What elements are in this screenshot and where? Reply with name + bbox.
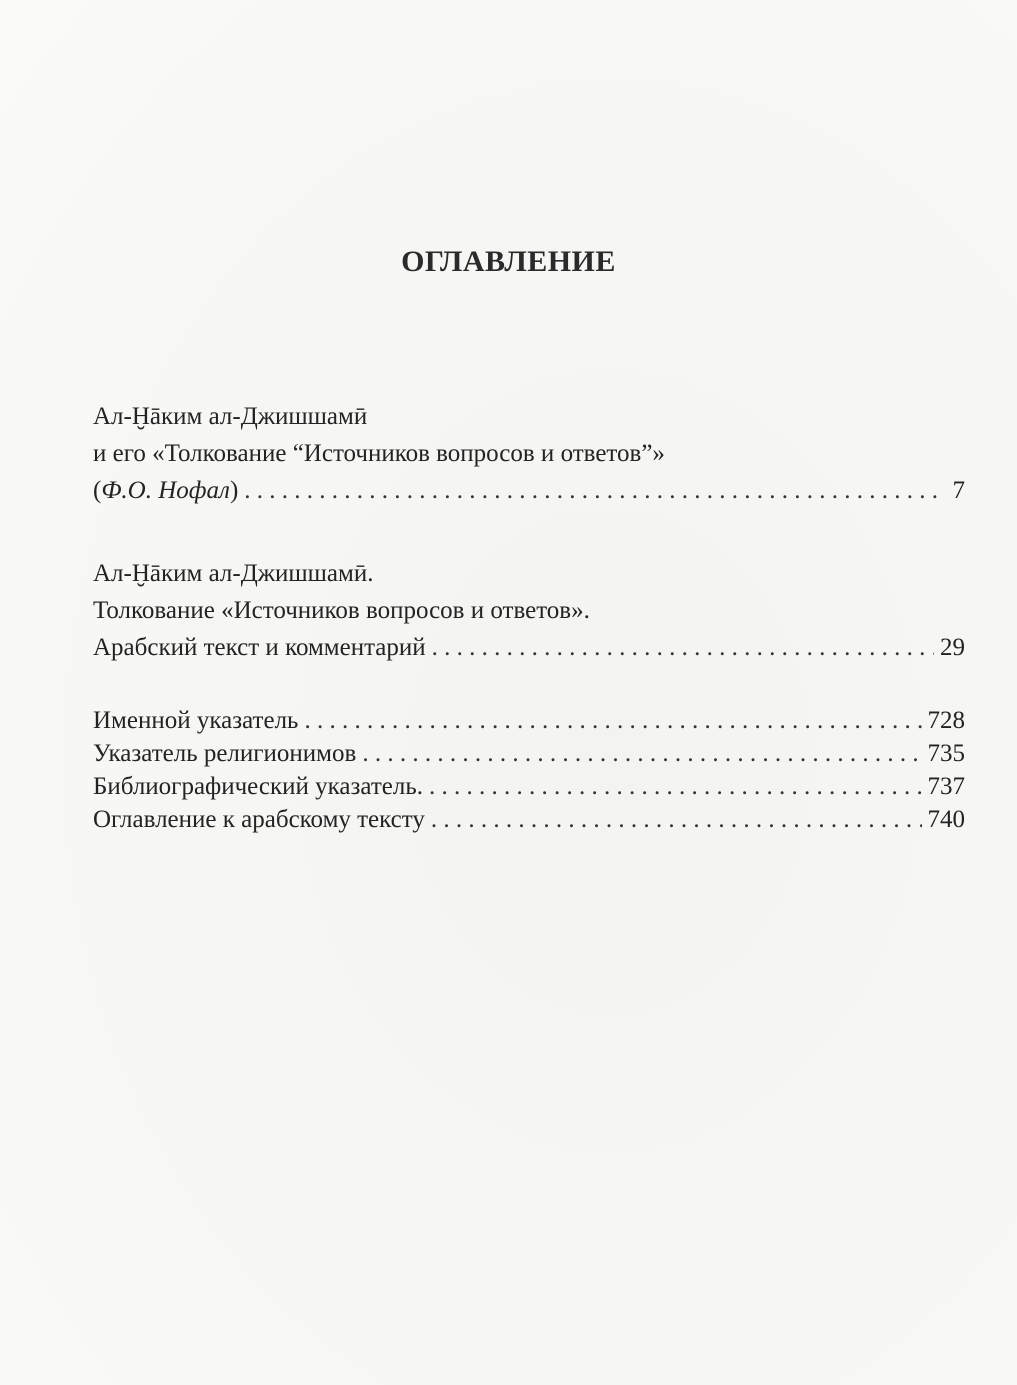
entry-2-line-3: Арабский текст и комментарий xyxy=(93,634,426,661)
entry-1-line-1: Ал-Ḫāким ал-Джишшамӣ xyxy=(93,403,368,430)
index-label: Указатель религионимов xyxy=(93,740,357,767)
entry-2-line-2: Толкование «Источников вопросов и ответов». xyxy=(93,597,590,624)
entry-1-author: (Ф.О. Нофал) xyxy=(93,477,239,504)
index-label: Библиографический указатель. xyxy=(93,773,423,800)
leader-dots xyxy=(244,472,939,509)
entry-1-author-row xyxy=(93,472,965,509)
toc-entry-2 xyxy=(93,555,965,666)
toc-entry-1 xyxy=(93,398,965,509)
index-row-bibliography xyxy=(93,770,965,803)
entry-1-page-number: 7 xyxy=(952,477,965,504)
leader-dots xyxy=(432,629,934,666)
index-page-number: 735 xyxy=(927,740,965,767)
leader-dots xyxy=(431,803,922,836)
index-row-arabic-contents xyxy=(93,803,965,836)
entry-2-last-row xyxy=(93,629,965,666)
leader-dots xyxy=(362,737,921,770)
page-title: ОГЛАВЛЕНИЕ xyxy=(401,245,616,278)
toc-index-list xyxy=(93,704,965,836)
index-label: Оглавление к арабскому тексту xyxy=(93,806,425,833)
index-page-number: 728 xyxy=(927,707,965,734)
index-page-number: 740 xyxy=(927,806,965,833)
index-page-number: 737 xyxy=(927,773,965,800)
index-label: Именной указатель xyxy=(93,707,299,734)
leader-dots xyxy=(429,770,922,803)
entry-2-page-number: 29 xyxy=(940,634,965,661)
leader-dots xyxy=(304,704,921,737)
index-row-names xyxy=(93,704,965,737)
entry-1-line-2: и его «Толкование “Источников вопросов и ответов”» xyxy=(93,440,665,467)
index-row-religions xyxy=(93,737,965,770)
entry-2-line-1: Ал-Ḫāким ал-Джишшамӣ. xyxy=(93,560,374,587)
